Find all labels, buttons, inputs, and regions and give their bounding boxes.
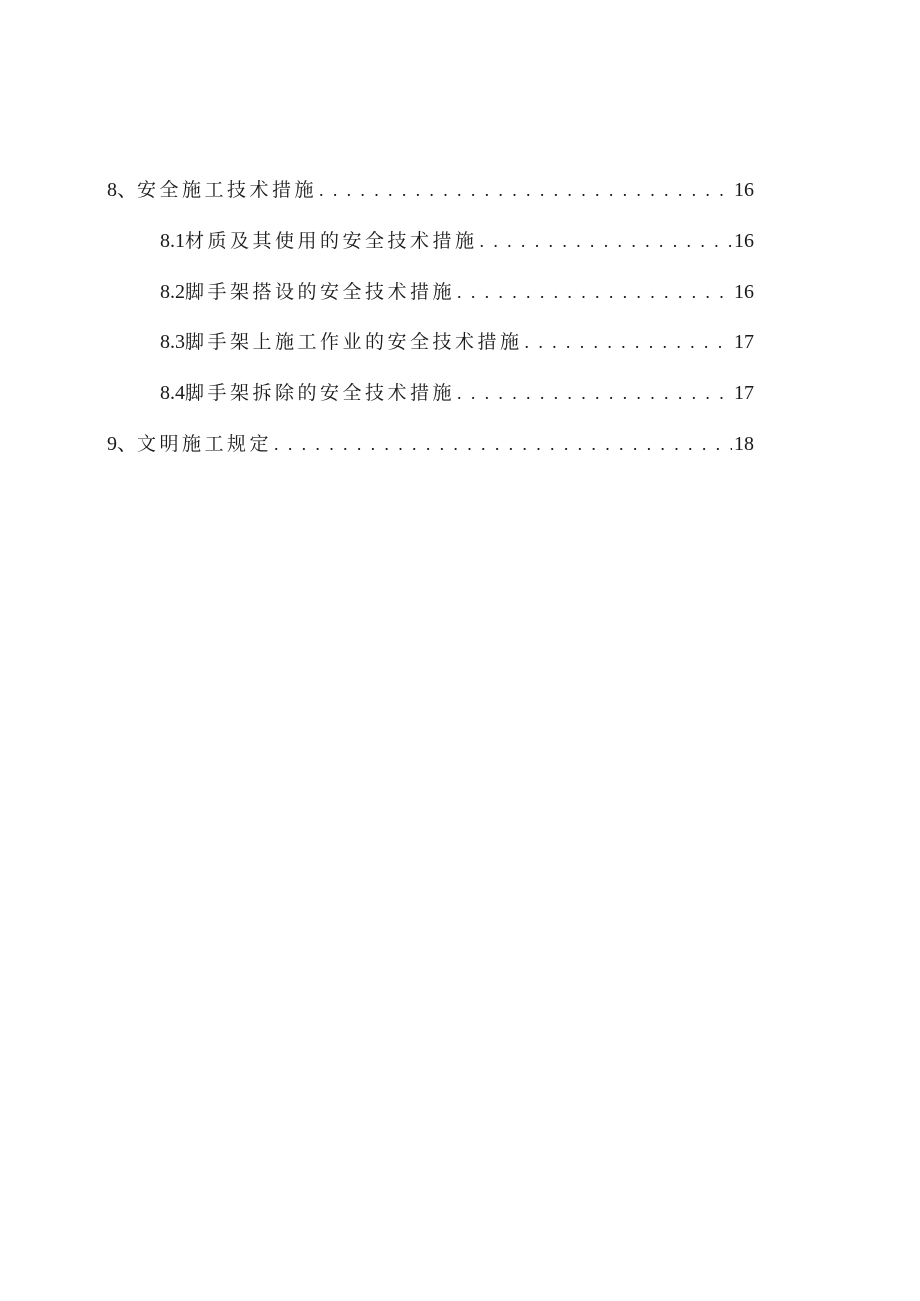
toc-entry-title: 文明施工规定 (137, 433, 273, 455)
toc-entry-number: 8.4 (160, 382, 185, 404)
toc-entry-number: 8、 (107, 179, 137, 201)
toc-entry-title: 脚手架上施工作业的安全技术措施 (185, 331, 523, 353)
toc-entry-page: 16 (734, 230, 754, 252)
toc-entry-page: 17 (734, 382, 754, 404)
toc-entry-8-2[interactable] (160, 278, 754, 306)
toc-entry-title: 安全施工技术措施 (137, 179, 318, 201)
toc-entry-title: 材质及其使用的安全技术措施 (185, 230, 478, 252)
toc-entry-title: 脚手架搭设的安全技术措施 (185, 281, 456, 303)
toc-entry-number: 9、 (107, 433, 137, 455)
toc-entry-title: 脚手架拆除的安全技术措施 (185, 382, 456, 404)
toc-dot-leader (480, 227, 732, 255)
toc-entry-8-3[interactable] (160, 328, 754, 356)
toc-entry-number: 8.3 (160, 331, 185, 353)
toc-entry-8-1[interactable] (160, 227, 754, 255)
toc-entry-page: 17 (734, 331, 754, 353)
toc-entry-page: 18 (734, 433, 754, 455)
toc-entry-number: 8.2 (160, 281, 185, 303)
toc-entry-page: 16 (734, 281, 754, 303)
toc-dot-leader (457, 379, 732, 407)
toc-dot-leader (457, 278, 732, 306)
toc-entry-8-4[interactable] (160, 379, 754, 407)
toc-dot-leader (319, 176, 732, 204)
toc-entry-8[interactable] (107, 176, 754, 204)
toc-dot-leader (274, 430, 732, 458)
toc-dot-leader (525, 328, 732, 356)
toc-entry-number: 8.1 (160, 230, 185, 252)
toc-entry-9[interactable] (107, 430, 754, 458)
toc-entry-page: 16 (734, 179, 754, 201)
